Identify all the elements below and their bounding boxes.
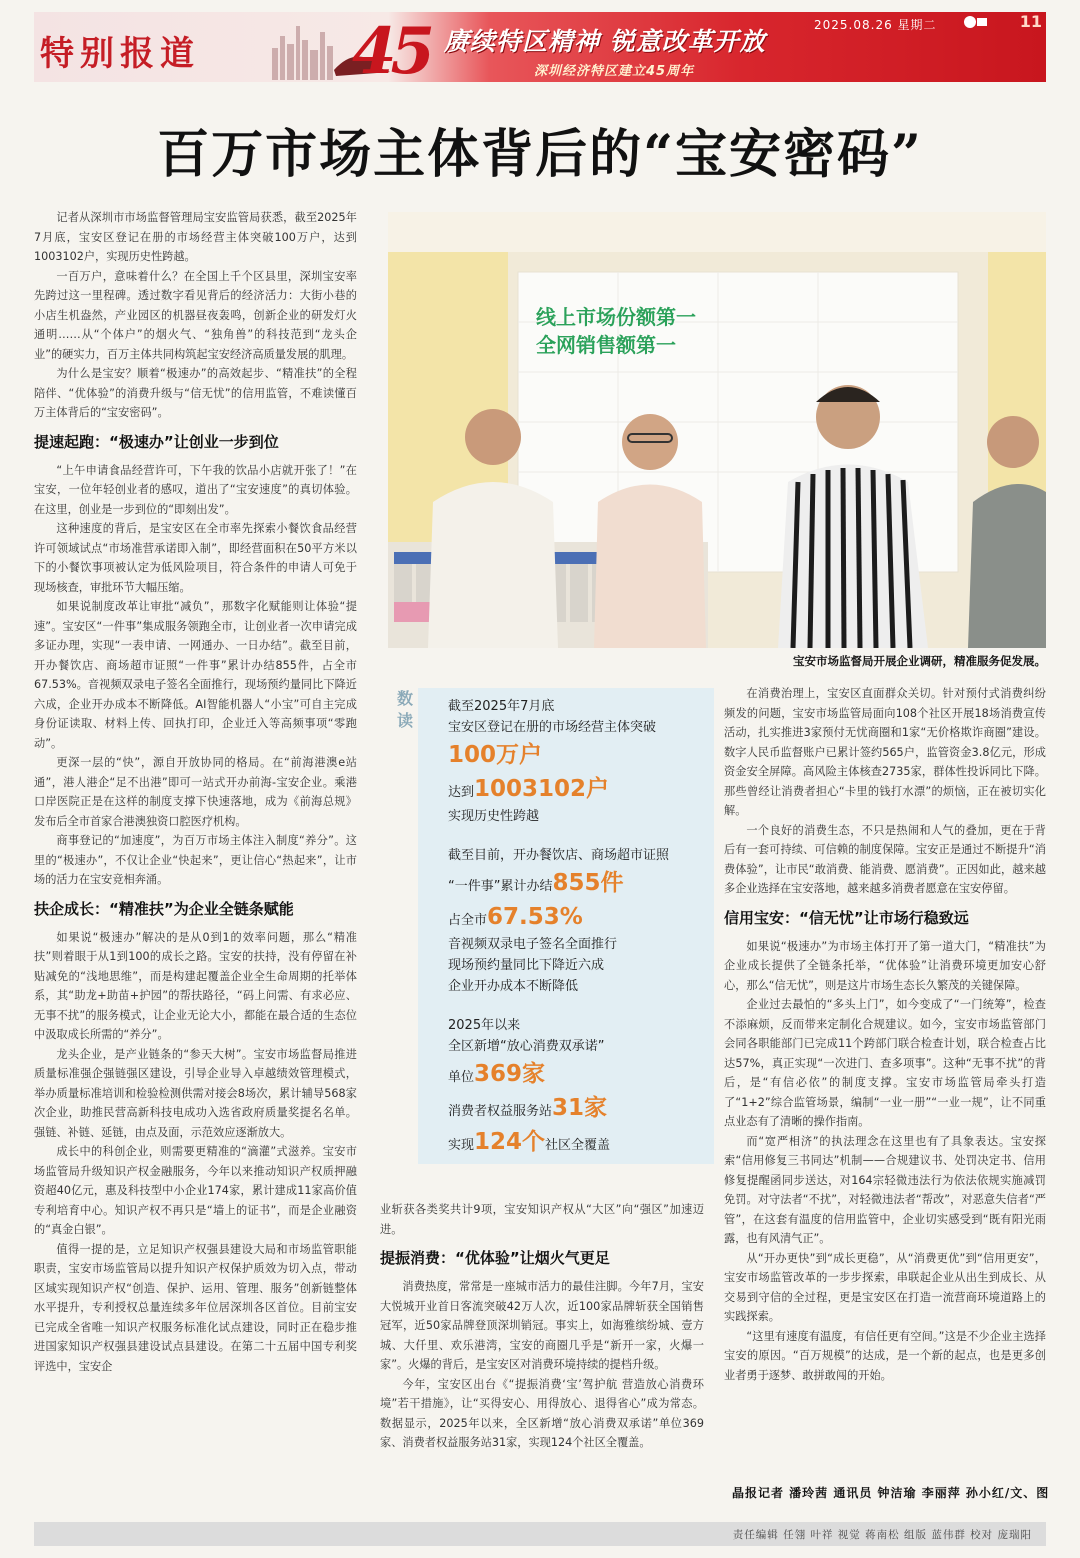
headline: 百万市场主体背后的“宝安密码” (157, 124, 923, 185)
data-box-label: 数读 (397, 689, 414, 730)
paragraph: 如果说“极速办”为市场主体打开了第一道大门，“精准扶”为企业成长提供了全链条托举，“优体验”让消费环境更加安心舒心，那么“信无忧”，则是这片市场生态长久繁茂的关键保障。 (724, 939, 1046, 992)
paragraph: 龙头企业，是产业链条的“参天大树”。宝安市场监督局推进质量标准强企强链强区建设，引导企业导入卓越绩效管理模式，举办质量标准培训和检验检测供需对接会8场次，累计辅导568家次企业，助推民营高新科技电成功入选省政府质量奖提名名单。强链、补链、延链，由点及面，示范效应逐渐放大。 (34, 1047, 357, 1139)
paragraph: 在消费治理上，宝安区直面群众关切。针对预付式消费纠纷频发的问题，宝安市场监管局面向108个社区开展18场消费宣传活动，扎实推进3家预付无忧商圈和1家“无价格欺诈商圈”建设。数字人民币监督账户已累计签约565户，监管资金3.8亿元，形成资金安全屏障。高风险主体核查2735家，群体性投诉同比下降。那些曾经让消费者担心“卡里的钱打水漂”的烦恼，正在被切实化解。 (724, 687, 1046, 817)
newspaper-logo-icon (962, 14, 988, 30)
data-highlight: 1003102户 (474, 776, 610, 802)
section-title: 特别报道 (40, 34, 200, 74)
section-heading: 提速起跑：“极速办”让创业一步到位 (34, 432, 279, 451)
paragraph: 为什么是宝安？顺着“极速办”的高效起步、“精准扶”的全程陪伴、“优体验”的消费升级与“信无忧”的信用监管，不难读懂百万主体背后的“宝安密码”。 (34, 367, 357, 419)
paragraph: 一个良好的消费生态，不只是热闹和人气的叠加，更在于背后有一套可持续、可信赖的制度保障。宝安正是通过不断提升“消费体验”，让市民“敢消费、能消费、愿消费”。正因如此，越来越多企业选择在宝安落地，越来越多消费者愿意在宝安停留。 (724, 823, 1046, 895)
page-number: 11 (1019, 12, 1042, 31)
data-text: 全区新增“放心消费双承诺” (448, 1039, 605, 1054)
data-text: 实现 (448, 1138, 475, 1153)
photo-caption: 宝安市场监督局开展企业调研，精准服务促发展。 (793, 654, 1046, 668)
paragraph: 值得一提的是，立足知识产权强县建设大局和市场监管职能职责，宝安市场监管局以提升知识产权保护质效为切入点，带动区域实现知识产权“创造、保护、运用、管理、服务”创新链整体水平提升，专利授权总量连续多年位居深圳各区首位。目前宝安已完成全省唯一知识产权服务标准化试点建设，同时正在稳步推进国家知识产权强县建设试点县建设。在第二十五届中国专利奖评选中，宝安企 (34, 1242, 357, 1373)
paragraph: 而“宽严相济”的执法理念在这里也有了具象表达。宝安探索“信用修复三书同达”机制——合规建议书、处罚决定书、信用修复提醒函同步送达，对164宗轻微违法行为依法依规实施减罚免罚。对守法者“不扰”，对轻微违法者“帮改”，对恶意失信者“严管”，在这套有温度的信用监管中，企业切实感受到“既有阳光雨露，也有风清气正”。 (724, 1134, 1046, 1245)
data-highlight: 31家 (552, 1095, 608, 1121)
data-text: 消费者权益服务站 (448, 1104, 553, 1119)
data-text: 宝安区登记在册的市场经营主体突破 (448, 720, 657, 735)
data-text: 企业开办成本不断降低 (448, 979, 579, 994)
news-photo (388, 212, 1046, 648)
editor-credits: 责任编辑 任翎 叶祥 视觉 蒋南松 组版 蓝伟群 校对 庞瑞阳 (732, 1529, 1032, 1541)
anniversary-number: 45 (352, 14, 430, 89)
data-text: 单位 (448, 1070, 475, 1085)
masthead-banner (34, 12, 1046, 89)
wall-slogan-1: 线上市场份额第一 (536, 305, 696, 329)
section-heading: 信用宝安：“信无忧”让市场行稳致远 (724, 908, 969, 927)
wall-slogan-2: 全网销售额第一 (536, 333, 676, 357)
article-column-3 (724, 684, 1046, 1385)
data-highlight: 124个 (474, 1129, 546, 1155)
paragraph: 一百万户，意味着什么？在全国上千个区县里，深圳宝安率先跨过这一里程碑。透过数字看见背后的经济活力：大街小巷的小店生机盎然，产业园区的机器昼夜轰鸣，创新企业的研发灯火通明……从“个体户”的烟火气、“独角兽”的科技范到“龙头企业”的硬实力，百万主体共同构筑起宝安经济高质量发展的肌理。 (34, 269, 357, 361)
data-text: “一件事”累计办结 (448, 879, 553, 894)
paragraph: 如果说制度改革让审批“减负”，那数字化赋能则让体验“提速”。宝安区“一件事”集成服务领跑全市，让创业者一次申请完成多证办理，实现“一表申请、一网通办、一日办结”。截至目前，开办餐饮店、商场超市证照“一件事”累计办结855件，占全市67.53%。音视频双录电子签名全面推行，现场预约量同比下降近六成，企业开办成本不断降低。AI智能机器人“小宝”可自主完成身份证读取、材料上传、回执打印，企业迁入等高频事项“零跑动”。 (34, 600, 357, 750)
data-text: 2025年以来 (448, 1018, 521, 1033)
store-visit-illustration (388, 212, 1046, 648)
data-highlight: 369家 (474, 1061, 546, 1087)
data-text: 截至2025年7月底 (448, 699, 555, 714)
data-text: 实现历史性跨越 (448, 809, 540, 824)
banner-subtitle: 深圳经济特区建立45周年 (534, 64, 695, 79)
footer-bar (34, 1522, 1046, 1546)
paragraph: 这种速度的背后，是宝安区在全市率先探索小餐饮食品经营许可领域试点“市场准营承诺即入制”，即经营面积在50平方米以下的小餐饮事项被认定为低风险项目，符合条件的申请人可免于现场核查，审批环节大幅压缩。 (34, 522, 357, 594)
data-highlight: 100万户 (448, 742, 543, 768)
data-text: 达到 (448, 785, 475, 800)
data-text: 截至目前，开办餐饮店、商场超市证照 (448, 848, 670, 863)
data-text: 音视频双录电子签名全面推行 (448, 937, 618, 952)
paragraph: 今年，宝安区出台《“提振消费‘宝’驾护航 营造放心消费环境”若干措施》，让“买得安心、用得放心、退得省心”成为常态。数据显示，2025年以来，全区新增“放心消费双承诺”单位369家、消费者权益服务站31家，实现124个社区全覆盖。 (380, 1377, 704, 1449)
paragraph: “上午申请食品经营许可，下午我的饮品小店就开张了！”在宝安，一位年轻创业者的感叹，道出了“宝安速度”的真切体验。在这里，创业是一步到位的“即刻出发”。 (34, 463, 357, 516)
article-column-2 (380, 1200, 704, 1453)
author-byline: 晶报记者 潘玲茜 通讯员 钟洁瑜 李丽萍 孙小红/文、图 (732, 1486, 1050, 1500)
data-text: 占全市 (448, 913, 488, 928)
paragraph: 从“开办更快”到“成长更稳”，从“消费更优”到“信用更安”，宝安市场监管改革的一步步探索，串联起企业从出生到成长、从交易到守信的全过程，更是宝安区在打造一流营商环境道路上的实践探索。 (724, 1251, 1046, 1323)
paragraph: 成长中的科创企业，则需要更精准的“滴灌”式滋养。宝安市场监管局升级知识产权金融服务，今年以来推动知识产权质押融资超40亿元，惠及科技型中小企业174家，累计建成11家高价值专利培育中心。知识产权不再只是“墙上的证书”，而是企业融资的“真金白银”。 (34, 1145, 357, 1236)
paragraph: 商事登记的“加速度”，为百万市场主体注入制度“养分”。这里的“极速办”，不仅让企业“快起来”，更让信心“热起来”，让市场的活力在宝安竞相奔涌。 (34, 834, 357, 886)
data-text: 现场预约量同比下降近六成 (448, 958, 605, 973)
data-highlight: 855件 (552, 870, 624, 896)
paragraph: 更深一层的“快”，源自开放协同的格局。在“前海港澳e站通”，港人港企“足不出港”即可一站式开办前海-宝安企业。乘港口岸医院正是在这样的制度支撑下快速落地，成为《前海总规》发布后全市首家合港澳独资口腔医疗机构。 (34, 756, 357, 828)
data-text: 社区全覆盖 (545, 1138, 611, 1153)
data-box-content (448, 696, 710, 1159)
paragraph: 消费热度，常常是一座城市活力的最佳注脚。今年7月，宝安大悦城开业首日客流突破42万人次，近100家品牌斩获全国销售冠军，近50家品牌登顶深圳销冠。事实上，如海雅缤纷城、壹方城、大仟里、欢乐港湾，宝安的商圈几乎是“新开一家，火爆一家”。火爆的背后，是宝安区对消费环境持续的提档升级。 (380, 1280, 704, 1371)
issue-date: 2025.08.26 星期二 (814, 18, 937, 32)
section-heading: 提振消费：“优体验”让烟火气更足 (380, 1249, 610, 1267)
paragraph: 业斩获各类奖共计9项，宝安知识产权从“大区”向“强区”加速迈进。 (380, 1203, 704, 1236)
paragraph: 如果说“极速办”解决的是从0到1的效率问题，那么“精准扶”则着眼于从1到100的成长之路。宝安的扶持，没有停留在补贴减免的“浅地思维”，而是构建起覆盖企业全生命周期的托举体系，其“助龙+助苗+护园”的帮扶路径，“码上问需、有求必应、无事不扰”的服务模式，让企业无论大小，都能在最合适的生态位中汲取成长所需的“养分”。 (34, 930, 357, 1041)
banner-slogan: 赓续特区精神 锐意改革开放 (444, 27, 766, 56)
data-highlight: 67.53% (487, 904, 583, 930)
section-heading: 扶企成长：“精准扶”为企业全链条赋能 (34, 899, 294, 918)
paragraph: 企业过去最怕的“多头上门”，如今变成了“一门统筹”，检查不添麻烦，反而带来定制化合规建议。如今，宝安市场监管部门会同各职能部门已完成11个跨部门联合检查计划，联合检查占比达57%，真正实现“一次进门、查多项事”。这种“无事不扰”的背后，是“有信必依”的制度支撑。宝安市场监管局牵头打造了“1+2”综合监管场景，编制“一业一册”“一业一规”，让不同重点业态有了清晰的操作指南。 (724, 998, 1046, 1128)
paragraph: “这里有速度有温度，有信任更有空间。”这是不少企业主选择宝安的原因。“百万规模”的达成，是一个新的起点，也是更多创业者勇于逐梦、敢拼敢闯的开始。 (724, 1329, 1046, 1382)
article-column-1 (34, 208, 357, 1376)
paragraph: 记者从深圳市市场监督管理局宝安监管局获悉，截至2025年7月底，宝安区登记在册的市场经营主体突破100万户，达到1003102户，实现历史性跨越。 (34, 211, 357, 263)
